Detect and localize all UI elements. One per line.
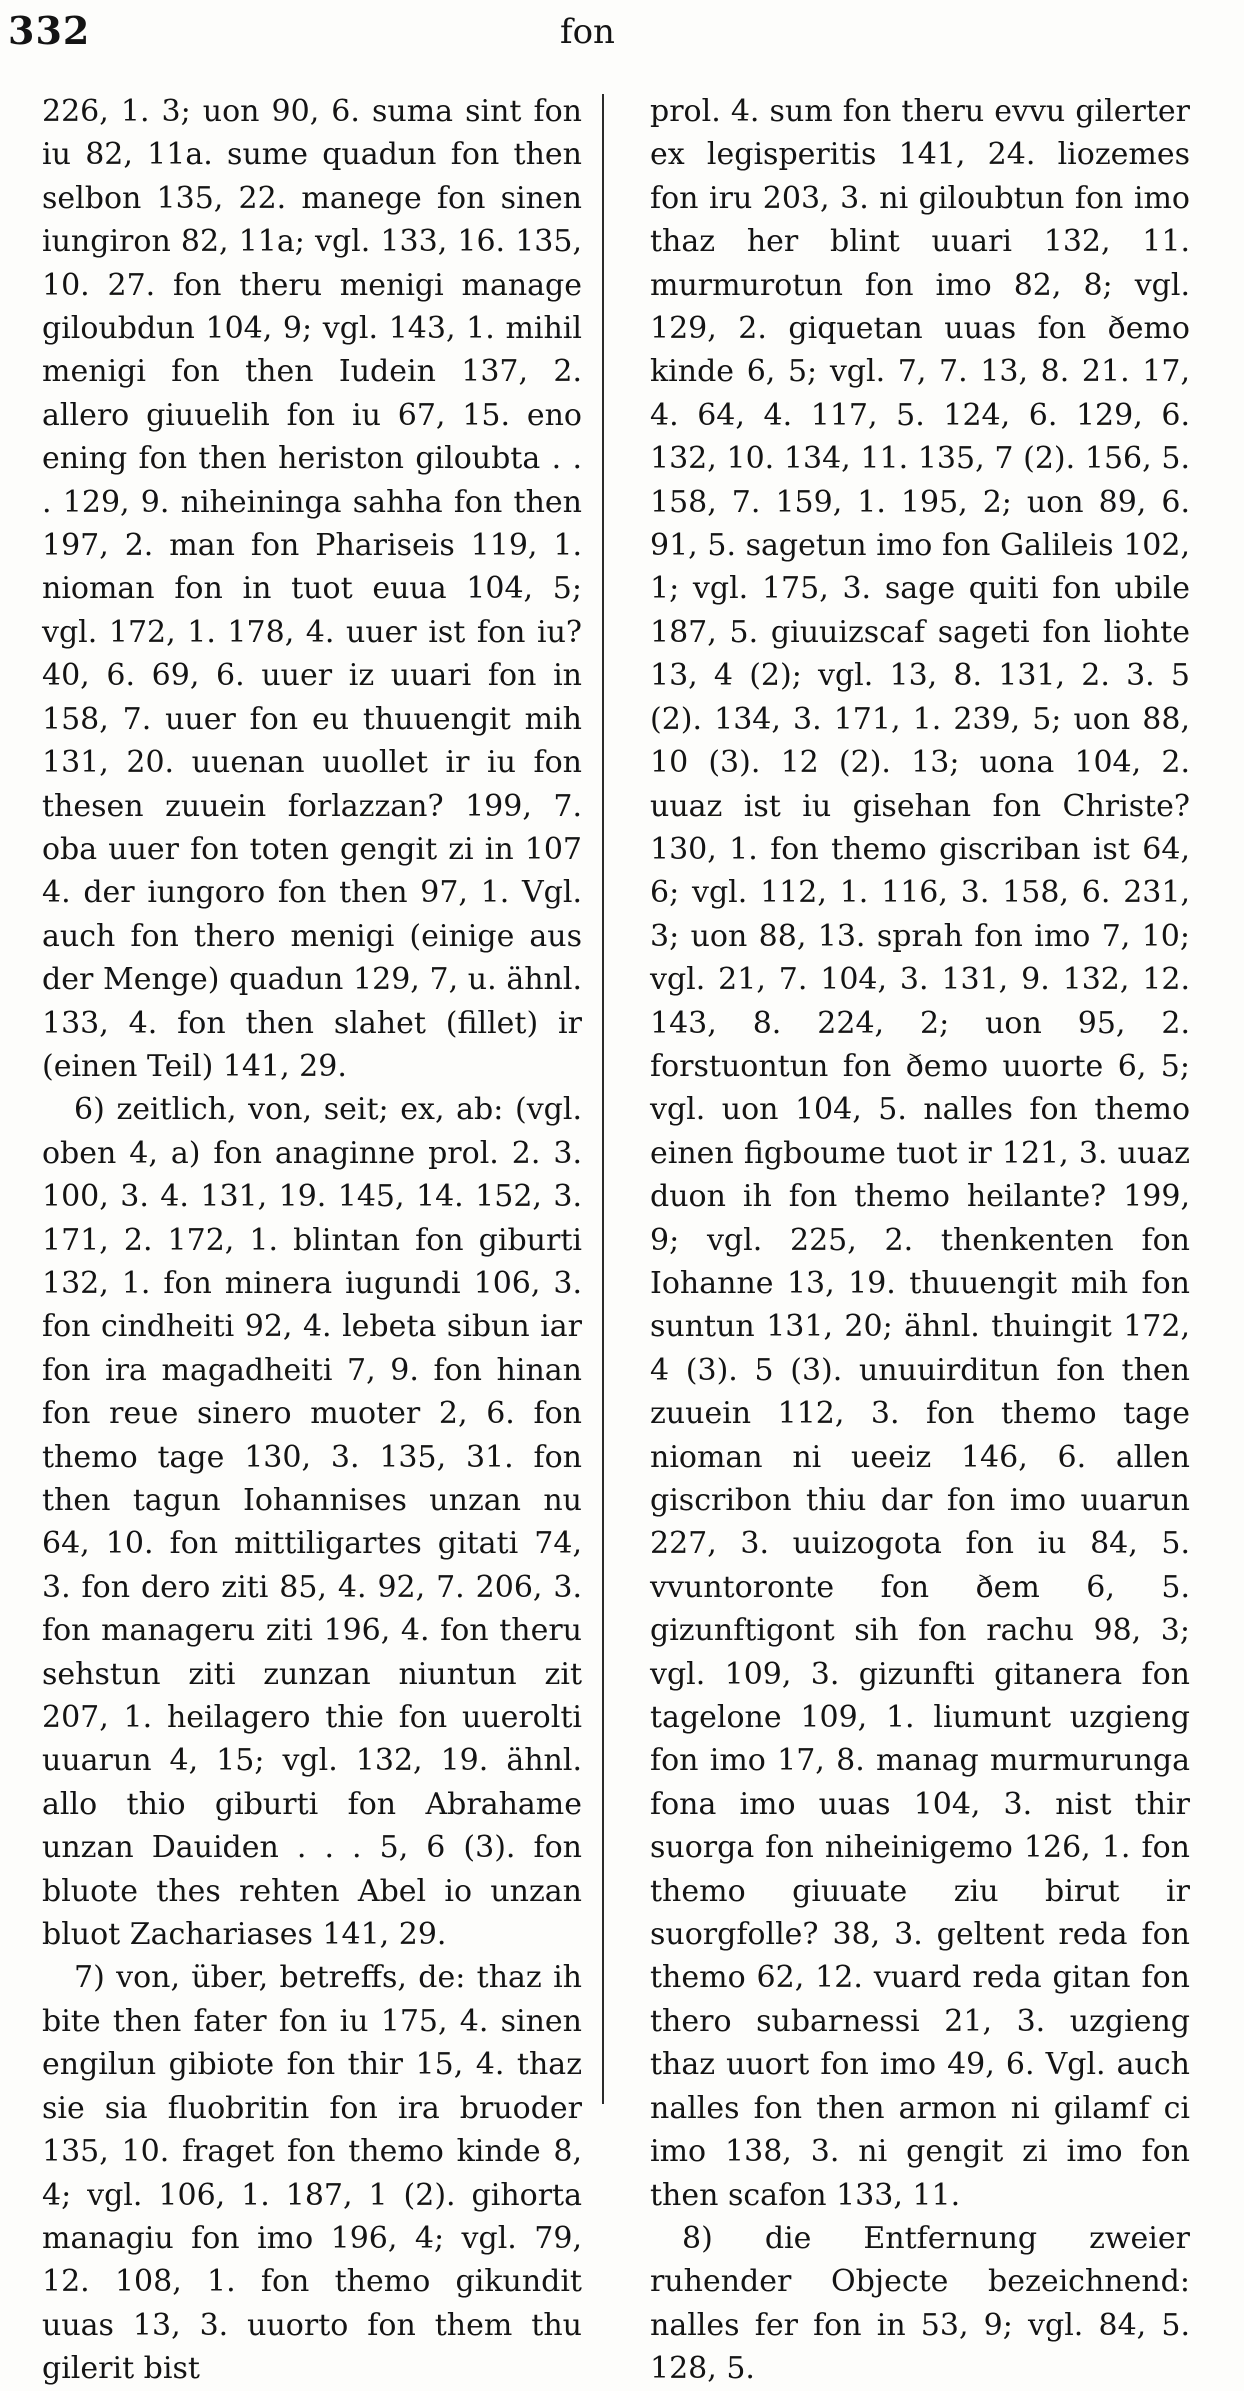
entry-paragraph: 8) die Entfernung zweier ruhender Objecte bezeichnend: nalles fer fon in 53, 9; vgl. 84, 5. 128, 5. bbox=[650, 2220, 1190, 2387]
page-header bbox=[0, 8, 1244, 68]
left-column bbox=[42, 90, 582, 2391]
entry-paragraph: prol. 4. sum fon theru evvu gilerter ex legisperitis 141, 24. liozemes fon iru 203, 3. ni giloubtun fon imo thaz her blint uuari 132, 11. murmurotun fon imo 82, 8; vgl. 129, 2. giquetan uuas fon ðemo kinde 6, 5; vgl. 7, 7. 13, 8. 21. 17, 4. 64, 4. 117, 5. 124, 6. 129, 6. 132, 10. 134, 11. 135, 7 (2). 156, 5. 158, 7. 159, 1. 195, 2; uon 89, 6. 91, 5. sagetun imo fon Galileis 102, 1; vgl. 175, 3. sage quiti fon ubile 187, 5. giuuizscaf sageti fon liohte 13, 4 (2); vgl. 13, 8. 131, 2. 3. 5 (2). 134, 3. 171, 1. 239, 5; uon 88, 10 (3). 12 (2). 13; uona 104, 2. uuaz ist iu gisehan fon Christe? 130, 1. fon themo giscriban ist 64, 6; vgl. 112, 1. 116, 3. 158, 6. 231, 3; uon 88, 13. sprah fon imo 7, 10; vgl. 21, 7. 104, 3. 131, 9. 132, 12. 143, 8. 224, 2; uon 95, 2. forstuontun fon ðemo uuorte 6, 5; vgl. uon 104, 5. nalles fon themo einen figboume tuot ir 121, 3. uuaz duon ih fon themo heilante? 199, 9; vgl. 225, 2. thenkenten fon Iohanne 13, 19. thuuengit mih fon suntun 131, 20; ähnl. thuingit 172, 4 (3). 5 (3). unuuirditun fon then zuuein 112, 3. fon themo tage nioman ni ueeiz 146, 6. allen giscribon thiu dar fon imo uuarun 227, 3. uuizogota fon iu 84, 5. vvuntoronte fon ðem 6, 5. gizunftigont sih fon rachu 98, 3; vgl. 109, 3. gizunfti gitanera fon tagelone 109, 1. liumunt uzgieng fon imo 17, 8. manag murmurunga fona imo uuas 104, 3. nist thir suorga fon niheinigemo 126, 1. fon themo giuuate ziu birut ir suorgfolle? 38, 3. geltent reda fon themo 62, 12. vuard reda gitan fon thero subarnessi 21, 3. uzgieng thaz uuort fon imo 49, 6. Vgl. auch nalles fon then armon ni gilamf ci imo 138, 3. ni gengit zi imo fon then scafon 133, 11. bbox=[650, 94, 1190, 2213]
right-column bbox=[650, 90, 1190, 2391]
column-divider bbox=[602, 94, 604, 2104]
page-number: 332 bbox=[8, 8, 91, 53]
running-head: fon bbox=[560, 12, 615, 52]
entry-paragraph: 6) zeitlich, von, seit; ex, ab: (vgl. oben 4, a) fon anaginne prol. 2. 3. 100, 3. 4. 131, 19. 145, 14. 152, 3. 171, 2. 172, 1. blintan fon giburti 132, 1. fon minera iugundi 106, 3. fon cindheiti 92, 4. lebeta sibun iar fon ira magadheiti 7, 9. fon hinan fon reue sinero muoter 2, 6. fon themo tage 130, 3. 135, 31. fon then tagun Iohannises unzan nu 64, 10. fon mittiligartes gitati 74, 3. fon dero ziti 85, 4. 92, 7. 206, 3. fon manageru ziti 196, 4. fon theru sehstun ziti zunzan niuntun zit 207, 1. heilagero thie fon uuerolti uuarun 4, 15; vgl. 132, 19. ähnl. allo thio giburti fon Abrahame unzan Dauiden . . . 5, 6 (3). fon bluote thes rehten Abel io unzan bluot Zachariases 141, 29. bbox=[42, 1092, 582, 1953]
entry-paragraph: 7) von, über, betreffs, de: thaz ih bite then fater fon iu 175, 4. sinen engilun gibiote fon thir 15, 4. thaz sie sia fluobritin fon ira bruoder 135, 10. fraget fon themo kinde 8, 4; vgl. 106, 1. 187, 1 (2). gihorta managiu fon imo 196, 4; vgl. 79, 12. 108, 1. fon themo gikundit uuas 13, 3. uuorto fon them thu gilerit bist bbox=[42, 1960, 582, 2387]
entry-paragraph: 226, 1. 3; uon 90, 6. suma sint fon iu 82, 11a. sume quadun fon then selbon 135, 22. manege fon sinen iungiron 82, 11a; vgl. 133, 16. 135, 10. 27. fon theru menigi manage giloubdun 104, 9; vgl. 143, 1. mihil menigi fon then Iudein 137, 2. allero giuuelih fon iu 67, 15. eno ening fon then heriston giloubta . . . 129, 9. niheininga sahha fon then 197, 2. man fon Phariseis 119, 1. nioman fon in tuot euua 104, 5; vgl. 172, 1. 178, 4. uuer ist fon iu? 40, 6. 69, 6. uuer iz uuari fon in 158, 7. uuer fon eu thuuengit mih 131, 20. uuenan uuollet ir iu fon thesen zuuein forlazzan? 199, 7. oba uuer fon toten gengit zi in 107 4. der iungoro fon then 97, 1. Vgl. auch fon thero menigi (einige aus der Menge) quadun 129, 7, u. ähnl. 133, 4. fon then slahet (fillet) ir (einen Teil) 141, 29. bbox=[42, 94, 582, 1084]
